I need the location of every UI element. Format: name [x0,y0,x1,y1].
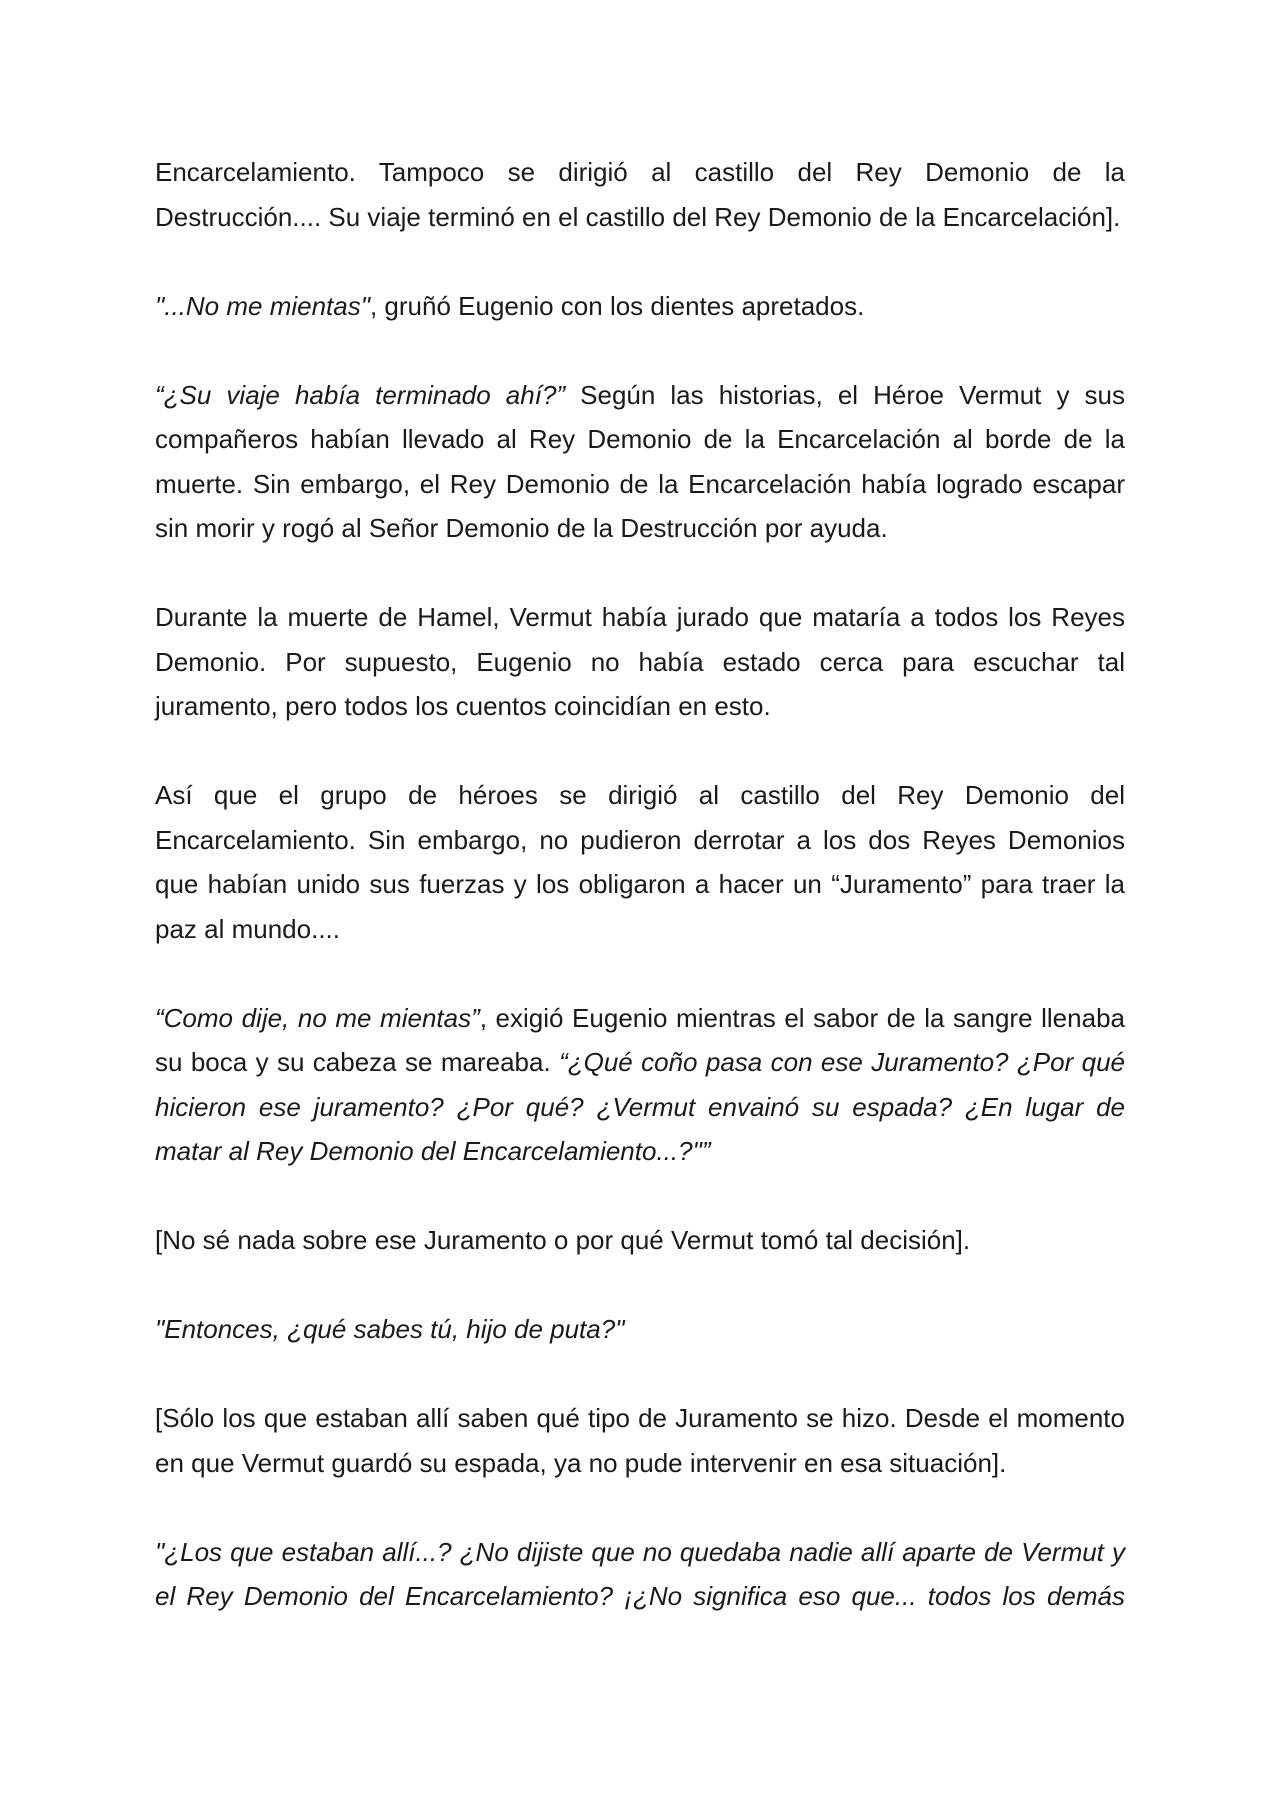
paragraph-8-dialogue: "Entonces, ¿qué sabes tú, hijo de puta?" [155,1314,625,1344]
paragraph-6-narration: , exigió Eugenio mientras el sabor de la sangre llenaba su boca y su cabeza se mareaba. [155,1002,1125,1077]
paragraph-8 [155,1307,1125,1352]
paragraph-2-dialogue: "...No me mientas" [155,290,370,321]
paragraph-6-dialogue-2: “¿Qué coño pasa con ese Juramento? ¿Por qué hicieron ese juramento? ¿Por qué? ¿Vermut envainó su espada? ¿En lugar de matar al Rey Demonio del Encarcelamiento...?"” [155,1047,1125,1166]
paragraph-2-narration: , gruñó Eugenio con los dientes apretados. [369,290,865,321]
paragraph-9 [155,1396,1125,1485]
paragraph-5 [155,773,1125,951]
paragraph-7-text: [No sé nada sobre ese Juramento o por qué Vermut tomó tal decisión]. [155,1225,971,1255]
paragraph-10-dialogue: "¿Los que estaban allí...? ¿No dijiste que no quedaba nadie allí aparte de Vermut y el Rey Demonio del Encarcelamiento? ¡¿No significa eso que... todos los demás [155,1536,1125,1611]
paragraph-7 [155,1218,1125,1263]
paragraph-4-text: Durante la muerte de Hamel, Vermut había jurado que mataría a todos los Reyes Demonio. Por supuesto, Eugenio no había estado cerca para escuchar tal juramento, pero todos los cuentos coincidían en esto. [155,602,1125,721]
paragraph-3-narration: Según las historias, el Héroe Vermut y sus compañeros habían llevado al Rey Demonio de la Encarcelación al borde de la muerte. Sin embargo, el Rey Demonio de la Encarcelación había logrado escapar sin morir y rogó al Señor Demonio de la Destrucción por ayuda. [155,379,1125,543]
paragraph-10 [155,1530,1125,1619]
paragraph-3-dialogue: “¿Su viaje había terminado ahí?” [155,379,566,410]
paragraph-3 [155,373,1125,551]
paragraph-9-text: [Sólo los que estaban allí saben qué tipo de Juramento se hizo. Desde el momento en que Vermut guardó su espada, ya no pude intervenir en esa situación]. [155,1403,1125,1478]
document-body [155,150,1125,1663]
paragraph-6-dialogue: “Como dije, no me mientas” [155,1002,480,1033]
paragraph-1 [155,150,1125,239]
paragraph-4 [155,595,1125,729]
paragraph-5-text: Así que el grupo de héroes se dirigió al castillo del Rey Demonio del Encarcelamiento. Sin embargo, no pudieron derrotar a los dos Reyes Demonios que habían unido sus fuerzas y los obligaron a hacer un “Juramento” para traer la paz al mundo.... [155,780,1125,944]
paragraph-1-text: Encarcelamiento. Tampoco se dirigió al castillo del Rey Demonio de la Destrucción.... Su viaje terminó en el castillo del Rey Demonio de la Encarcelación]. [155,157,1125,232]
paragraph-2 [155,284,1125,329]
paragraph-6 [155,996,1125,1174]
